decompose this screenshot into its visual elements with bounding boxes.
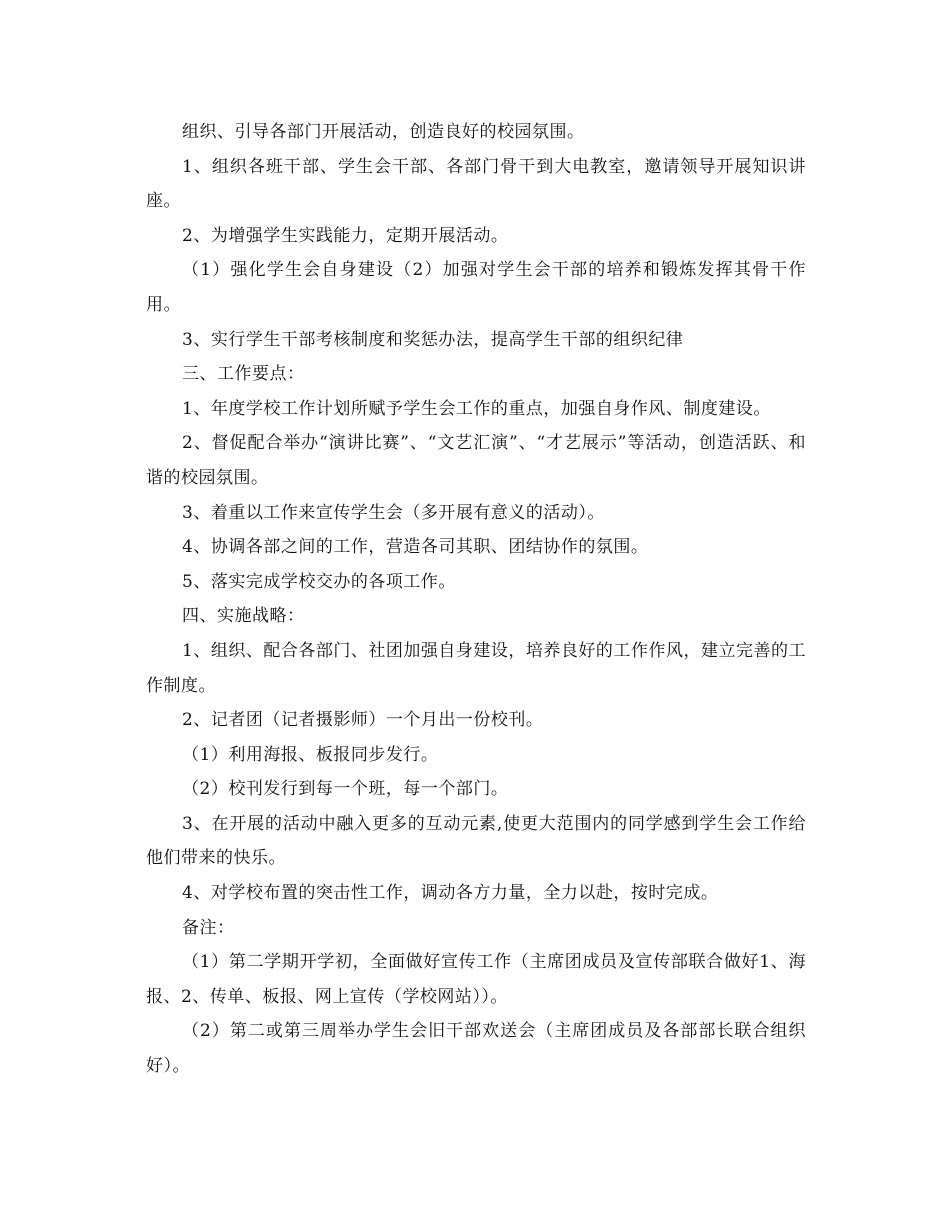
document-body — [146, 115, 806, 1084]
paragraph-intro: 组织、引导各部门开展活动，创造良好的校园氛围。 — [182, 122, 585, 142]
paragraph-item-3-assessment: 3、实行学生干部考核制度和奖惩办法，提高学生干部的组织纪律 — [182, 329, 684, 350]
paragraph-note-1: （1）第二学期开学初，全面做好宣传工作（主席团成员及宣传部联合做好1、海报、2、传单、板报、网上宣传（学校网站））。 — [146, 952, 806, 1007]
paragraph-item-2-practice: 2、为增强学生实践能力，定期开展活动。 — [182, 225, 509, 246]
paragraph-point-4: 4、协调各部之间的工作，营造各司其职、团结协作的氛围。 — [182, 537, 649, 558]
paragraph-item-1-lecture: 1、组织各班干部、学生会干部、各部门骨干到大电教室，邀请领导开展知识讲座。 — [146, 156, 806, 212]
paragraph-strategy-2-sub-1: （1）利用海报、板报同步发行。 — [182, 744, 439, 765]
paragraph-point-3: 3、着重以工作来宣传学生会（多开展有意义的活动）。 — [182, 502, 605, 523]
paragraph-strategy-2-sub-2: （2）校刊发行到每一个班，每一个部门。 — [182, 779, 509, 800]
paragraph-strategy-1: 1、组织、配合各部门、社团加强自身建设，培养良好的工作作风，建立完善的工作制度。 — [146, 640, 806, 696]
paragraph-strategy-2: 2、记者团（记者摄影师）一个月出一份校刊。 — [182, 710, 544, 731]
section-heading-work-points: 三、工作要点： — [182, 364, 305, 385]
paragraph-strategy-4: 4、对学校布置的突击性工作，调动各方力量，全力以赴，按时完成。 — [182, 883, 719, 904]
paragraph-point-5: 5、落实完成学校交办的各项工作。 — [182, 571, 456, 592]
paragraph-note-2: （2）第二或第三周举办学生会旧干部欢送会（主席团成员及各部部长联合组织好）。 — [146, 1021, 806, 1077]
section-heading-strategy: 四、实施战略： — [182, 606, 305, 627]
paragraph-subitems-construction: （1）强化学生会自身建设（2）加强对学生会干部的培养和锻炼发挥其骨干作用。 — [146, 260, 806, 315]
section-heading-notes: 备注： — [182, 917, 235, 938]
paragraph-point-2: 2、督促配合举办“演讲比赛”、“文艺汇演”、“才艺展示”等活动，创造活跃、和谐的校园氛围。 — [146, 433, 806, 488]
paragraph-point-1: 1、年度学校工作计划所赋予学生会工作的重点，加强自身作风、制度建设。 — [182, 398, 771, 419]
paragraph-strategy-3: 3、在开展的活动中融入更多的互动元素,使更大范围内的同学感到学生会工作给他们带来的快乐。 — [146, 813, 806, 869]
